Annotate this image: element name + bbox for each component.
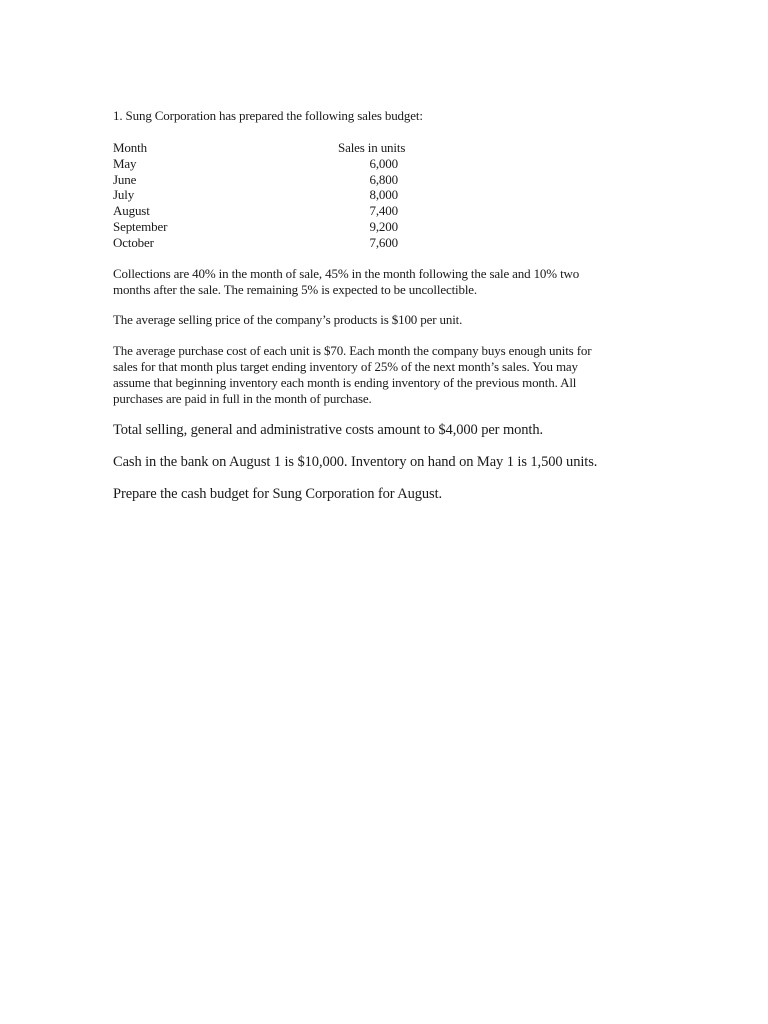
- purchase-line: The average purchase cost of each unit is $70. Each month the company buys enough units for: [113, 342, 592, 358]
- month-cell: August: [113, 203, 150, 219]
- units-cell: 7,400: [369, 203, 398, 219]
- header-sales-units: Sales in units: [338, 140, 406, 155]
- month-cell: October: [113, 234, 154, 250]
- task-paragraph: Prepare the cash budget for Sung Corporation for August.: [113, 485, 443, 502]
- units-cell: 6,800: [369, 171, 398, 187]
- collections-line: Collections are 40% in the month of sale, 45% in the month following the sale and 10% two: [113, 265, 580, 281]
- units-cell: 9,200: [369, 218, 398, 234]
- purchase-line: assume that beginning inventory each month is ending inventory of the previous month. All: [113, 374, 577, 390]
- header-month: Month: [113, 140, 147, 155]
- table-row: [113, 172, 653, 188]
- table-header-row: [113, 140, 653, 156]
- month-cell: May: [113, 155, 137, 171]
- sga-paragraph: Total selling, general and administrative costs amount to $4,000 per month.: [113, 421, 544, 438]
- document-page: [113, 108, 653, 503]
- table-row: [113, 187, 653, 203]
- table-row: [113, 203, 653, 219]
- table-row: [113, 219, 653, 235]
- collections-paragraph: [113, 266, 653, 298]
- units-cell: 7,600: [369, 234, 398, 250]
- units-cell: 8,000: [369, 187, 398, 203]
- purchase-line: sales for that month plus target ending inventory of 25% of the next month’s sales. You may: [113, 358, 578, 374]
- price-paragraph: The average selling price of the company’s products is $100 per unit.: [113, 311, 463, 327]
- month-cell: July: [113, 187, 135, 203]
- units-cell: 6,000: [369, 155, 398, 171]
- table-row: [113, 156, 653, 172]
- purchase-paragraph: [113, 343, 653, 407]
- sales-budget-table: [113, 140, 653, 251]
- month-cell: September: [113, 218, 168, 234]
- problem-intro: 1. Sung Corporation has prepared the following sales budget:: [113, 108, 423, 123]
- collections-line: months after the sale. The remaining 5% is expected to be uncollectible.: [113, 281, 478, 297]
- purchase-line: purchases are paid in full in the month of purchase.: [113, 390, 372, 406]
- cash-paragraph: Cash in the bank on August 1 is $10,000. Inventory on hand on May 1 is 1,500 units.: [113, 453, 598, 470]
- table-row: [113, 235, 653, 251]
- month-cell: June: [113, 171, 137, 187]
